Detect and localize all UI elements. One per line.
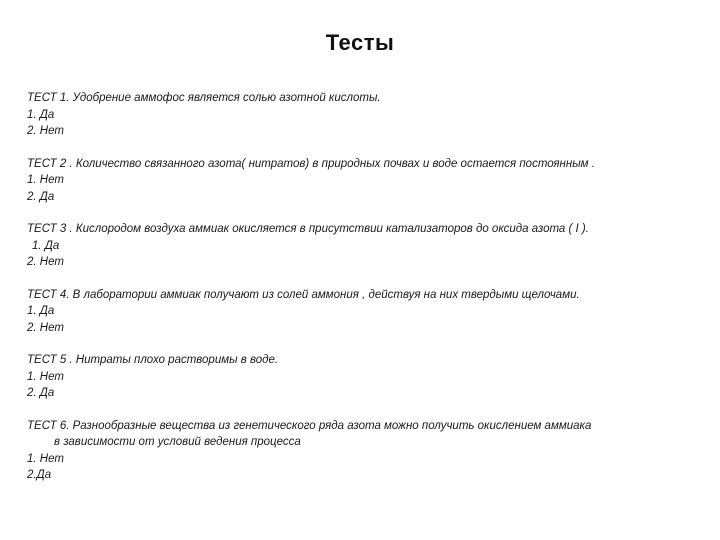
answer-option: 2. Нет — [27, 256, 64, 268]
answer-option: 1. Да — [32, 239, 60, 252]
answer-option: 2.Да — [27, 469, 52, 481]
answer-option: 1. Да — [27, 108, 55, 121]
test-item-3 — [27, 221, 697, 271]
test-question: ТЕСТ 5 . Нитраты плохо растворимы в воде. — [27, 354, 279, 366]
test-question: ТЕСТ 4. В лаборатории аммиак получают из солей аммония , действуя на них твердыми щелочами. — [27, 288, 580, 301]
test-question: ТЕСТ 2 . Количество связанного азота( нитратов) в природных почвах и воде остается постоянным . — [27, 157, 595, 170]
test-question: ТЕСТ 3 . Кислородом воздуха аммиак окисляется в присутствии катализаторов до оксида азота ( I ). — [27, 223, 589, 235]
answer-option: 1. Нет — [27, 370, 64, 383]
answer-option: 2. Нет — [27, 125, 64, 137]
answer-option: 2. Да — [27, 190, 55, 203]
page-title: Тесты — [325, 30, 395, 55]
answer-option: 1. Да — [27, 305, 55, 317]
test-question: ТЕСТ 6. Разнообразные вещества из генетического ряда азота можно получить окислением аммиака — [27, 419, 592, 432]
answer-option: 1. Нет — [27, 174, 64, 186]
test-item-2 — [27, 156, 697, 206]
answer-option: 2. Да — [27, 387, 55, 399]
test-item-4 — [27, 287, 697, 337]
answer-option: 2. Нет — [27, 321, 64, 334]
answer-option: 1. Нет — [27, 452, 64, 465]
test-question-continuation: в зависимости от условий ведения процесса — [54, 436, 301, 448]
test-list — [27, 90, 697, 500]
test-item-6 — [27, 418, 697, 484]
test-item-1 — [27, 90, 697, 140]
test-item-5 — [27, 352, 697, 402]
test-question: ТЕСТ 1. Удобрение аммофос является солью азотной кислоты. — [27, 92, 381, 104]
